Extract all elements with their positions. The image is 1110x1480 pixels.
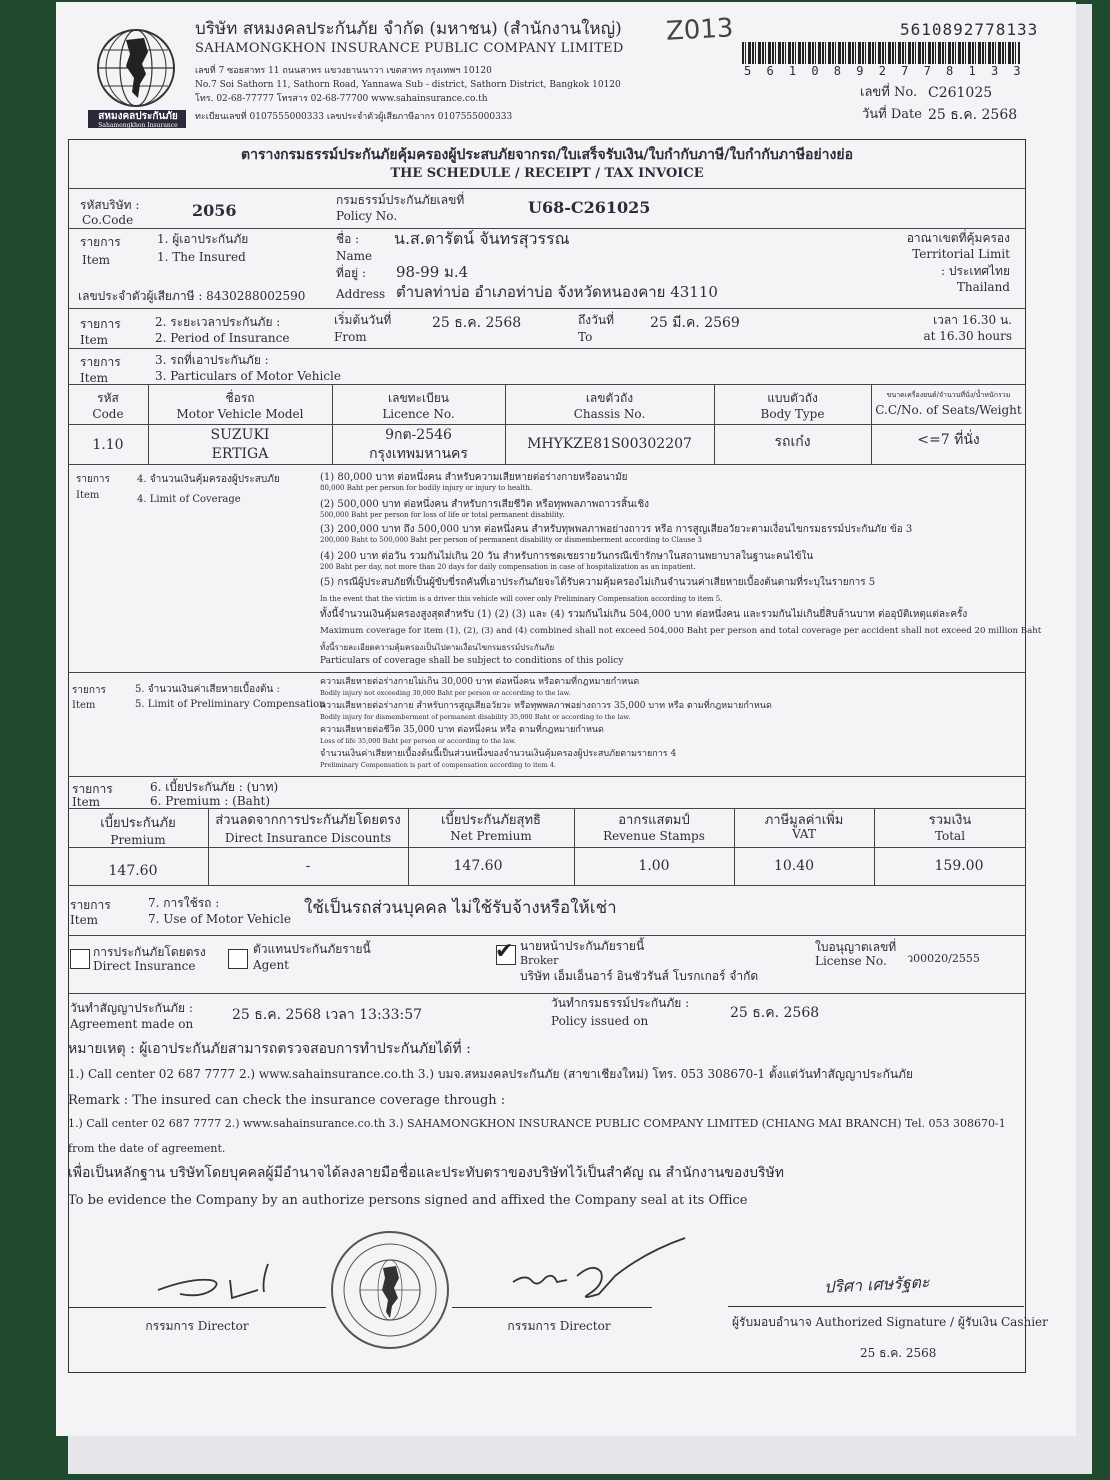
vehicle-code: 1.10 xyxy=(92,437,124,453)
premium-col-premium-th: เบี้ยประกันภัย xyxy=(100,816,176,831)
barcode-digits: 5 6 1 0 8 9 2 7 7 8 1 3 3 xyxy=(744,64,1025,78)
address-th: เลขที่ 7 ซอยสาทร 11 ถนนสาทร แขวงยานนาวา เขตสาทร กรุงเทพฯ 10120 xyxy=(195,66,492,76)
coverage-5-th: (5) กรณีผู้ประสบภัยที่เป็นผู้ขับขี่รถคันที่เอาประกันภัยจะได้รับความคุ้มครองไม่เกินจำนวนค่าเสียหายเบื้องต้นตามที่ระบุในรายการ 5 xyxy=(320,577,876,588)
handwritten-year: Z013 xyxy=(665,13,735,47)
coverage-3-en: 200,000 Baht to 500,000 Baht per person of permanent disability or dismemberment according to Clause 3 xyxy=(320,536,702,544)
remark-title-en: Remark : The insured can check the insurance coverage through : xyxy=(68,1093,506,1108)
coverage-4-th: (4) 200 บาท ต่อวัน รวมกันไม่เกิน 20 วัน สำหรับการชดเชยรายวันกรณีเข้ารักษาในสถานพยาบาลในฐานะคนไข้ใน xyxy=(320,551,814,562)
prelim-4-en: Preliminary Compensation is part of compensation according to item 4. xyxy=(320,761,557,769)
director2-label: กรรมการ Director xyxy=(507,1319,611,1333)
prelim-3-en: Loss of life 35,000 Baht per person or according to the law. xyxy=(320,737,516,745)
territory-label-th: อาณาเขตที่คุ้มครอง xyxy=(906,231,1010,245)
discount-value: - xyxy=(305,858,311,874)
insured-address-line1: 98-99 ม.4 xyxy=(396,263,469,281)
territory-label-en: Territorial Limit xyxy=(912,247,1010,261)
issued-label-en: Policy issued on xyxy=(551,1014,649,1028)
broker-checkmark-icon: ✔ xyxy=(495,939,514,964)
coverage-max-en: Maximum coverage for item (1), (2), (3) and (4) combined shall not exceed 504,000 Baht per person and total coverage per accident shall not exceed 20 million Baht xyxy=(320,626,1042,636)
to-label-th: ถึงวันที่ xyxy=(578,313,614,327)
from-label-th: เริ่มต้นวันที่ xyxy=(334,313,392,327)
evidence-en: To be evidence the Company by an authorize persons signed and affixed the Company seal at its Office xyxy=(68,1193,748,1208)
item7-label-en: Item xyxy=(70,913,99,927)
coverage-2-en: 500,000 Baht per person for loss of life or total permanent disability. xyxy=(320,511,565,519)
vehicle-body-type: รถเก๋ง xyxy=(774,434,811,450)
territory-value-th: : ประเทศไทย xyxy=(941,264,1010,278)
name-label-en: Name xyxy=(336,249,373,263)
item7-label-th: รายการ xyxy=(70,898,111,912)
vehicle-col-licence-th: เลขทะเบียน xyxy=(388,391,449,405)
barcode-number: 5610892778133 xyxy=(900,20,1039,39)
license-label-th: ใบอนุญาตเลขที่ xyxy=(815,940,897,954)
address-label-th: ที่อยู่ : xyxy=(336,266,367,280)
item1-label-th: รายการ xyxy=(80,235,121,249)
authorized-signature-label: ผู้รับมอบอำนาจ Authorized Signature / ผู้รับเงิน Cashier xyxy=(732,1315,1048,1329)
remark-line-en: 1.) Call center 02 687 7777 2.) www.sahainsurance.co.th 3.) SAHAMONGKHON INSURANCE PUBLIC COMPANY LIMITED (CHIANG MAI BRANCH) Tel. 053 308670-1 xyxy=(68,1117,1006,1130)
premium-label-en: 6. Premium : (Baht) xyxy=(150,794,271,808)
vehicle-make: SUZUKI xyxy=(210,427,270,443)
doc-no-label: เลขที่ No. xyxy=(860,85,918,100)
prelim-label-en: 5. Limit of Preliminary Compensation xyxy=(135,699,326,710)
barcode-icon xyxy=(742,42,1020,64)
remark-line-th: 1.) Call center 02 687 7777 2.) www.sahainsurance.co.th 3.) บมจ.สหมงคลประกันภัย (สาขาเชียงใหม่) โทร. 053 308670-1 ตั้งแต่วันทำสัญญาประกันภัย xyxy=(68,1067,914,1081)
insured-tax-id: เลขประจำตัวผู้เสียภาษี : 8430288002590 xyxy=(78,289,306,303)
coverage-4-en: 200 Baht per day, not more than 20 days for daily compensation in case of hospitalization as an inpatient. xyxy=(320,563,696,571)
premium-col-stamps-th: อากรแสตมป์ xyxy=(618,813,690,828)
company-seal-icon xyxy=(328,1228,452,1352)
logo-text-en: Sahamongkhon Insurance xyxy=(98,122,178,129)
coverage-particulars-en: Particulars of coverage shall be subject to conditions of this policy xyxy=(320,656,624,666)
co-code-label-th: รหัสบริษัท : xyxy=(80,198,140,212)
vehicle-label-th: 3. รถที่เอาประกันภัย : xyxy=(155,353,269,367)
coverage-1-en: 80,000 Baht per person for bodily injury or injury to health. xyxy=(320,484,533,492)
vehicle-licence-province: กรุงเทพมหานคร xyxy=(369,446,468,462)
vehicle-col-body-en: Body Type xyxy=(760,407,825,421)
broker-label-en: Broker xyxy=(520,954,559,967)
net-premium-value: 147.60 xyxy=(453,858,503,874)
cashier-date: 25 ธ.ค. 2568 xyxy=(860,1346,937,1360)
vehicle-col-chassis-th: เลขตัวถัง xyxy=(585,391,634,405)
schedule-title-th: ตารางกรมธรรม์ประกันภัยคุ้มครองผู้ประสบภัยจากรถ/ใบเสร็จรับเงิน/ใบกำกับภาษี/ใบกำกับภาษีอย่างย่อ xyxy=(241,147,853,163)
logo-text-th: สหมงคลประกันภัย xyxy=(98,111,178,122)
name-label-th: ชื่อ : xyxy=(336,232,360,246)
territory-value-en: Thailand xyxy=(956,280,1010,294)
vehicle-col-cc-en: C.C/No. of Seats/Weight xyxy=(875,403,1022,417)
vehicle-col-body-th: แบบตัวถัง xyxy=(767,391,818,405)
agent-label-en: Agent xyxy=(253,958,289,972)
premium-col-total-en: Total xyxy=(934,829,966,843)
coverage-label-th: 4. จำนวนเงินคุ้มครองผู้ประสบภัย xyxy=(137,474,280,485)
premium-col-premium-en: Premium xyxy=(110,833,166,847)
item3-label-en: Item xyxy=(80,371,109,385)
vehicle-chassis-no: MHYKZE81S00302207 xyxy=(527,436,692,452)
to-label-en: To xyxy=(578,330,593,344)
premium-col-discount-th: ส่วนลดจากการประกันภัยโดยตรง xyxy=(215,813,401,828)
director2-signature-icon xyxy=(505,1232,705,1322)
total-value: 159.00 xyxy=(934,858,984,874)
doc-no-value: C261025 xyxy=(928,85,993,101)
item6-label-en: Item xyxy=(72,795,101,809)
prelim-label-th: 5. จำนวนเงินค่าเสียหายเบื้องต้น : xyxy=(135,684,280,695)
period-from-value: 25 ธ.ค. 2568 xyxy=(432,315,522,331)
item5-label-en: Item xyxy=(72,700,96,711)
period-label-th: 2. ระยะเวลาประกันภัย : xyxy=(155,315,281,329)
vehicle-licence-no: 9กต-2546 xyxy=(385,427,452,443)
vehicle-use-value: ใช้เป็นรถส่วนบุคคล ไม่ใช้รับจ้างหรือให้เช่า xyxy=(304,898,617,918)
direct-insurance-label-en: Direct Insurance xyxy=(93,959,196,973)
vehicle-col-code-th: รหัส xyxy=(97,391,119,405)
period-to-value: 25 มี.ค. 2569 xyxy=(650,315,740,331)
prelim-3-th: ความเสียหายต่อชีวิต 35,000 บาท ต่อหนึ่งคน หรือ ตามที่กฎหมายกำหนด xyxy=(320,725,604,735)
direct-insurance-label-th: การประกันภัยโดยตรง xyxy=(93,945,206,959)
premium-col-net-en: Net Premium xyxy=(450,829,532,843)
agreement-label-th: วันทำสัญญาประกันภัย : xyxy=(70,1001,193,1015)
premium-col-vat-en: VAT xyxy=(792,827,816,841)
agreement-label-en: Agreement made on xyxy=(70,1017,194,1031)
company-name-en: SAHAMONGKHON INSURANCE PUBLIC COMPANY LIMITED xyxy=(195,41,624,56)
premium-value: 147.60 xyxy=(108,863,158,879)
remark-title-th: หมายเหตุ : ผู้เอาประกันภัยสามารถตรวจสอบการทำประกันภัยได้ที่ : xyxy=(68,1041,471,1057)
prelim-1-en: Bodily injury not exceeding 30,000 Baht per person or according to the law. xyxy=(320,689,571,697)
policy-no-label-en: Policy No. xyxy=(336,209,398,223)
co-code-label-en: Co.Code xyxy=(82,213,134,227)
from-label-en: From xyxy=(334,330,367,344)
schedule-title-en: THE SCHEDULE / RECEIPT / TAX INVOICE xyxy=(390,166,704,181)
premium-label-th: 6. เบี้ยประกันภัย : (บาท) xyxy=(150,780,279,794)
premium-col-stamps-en: Revenue Stamps xyxy=(603,829,705,843)
agreement-datetime: 25 ธ.ค. 2568 เวลา 13:33:57 xyxy=(232,1007,423,1023)
premium-col-total-th: รวมเงิน xyxy=(928,813,972,828)
vehicle-col-model-en: Motor Vehicle Model xyxy=(176,407,304,421)
policy-no-label-th: กรมธรรม์ประกันภัยเลขที่ xyxy=(336,193,465,207)
vehicle-label-en: 3. Particulars of Motor Vehicle xyxy=(155,369,341,383)
item4-label-en: Item xyxy=(76,490,100,501)
use-label-en: 7. Use of Motor Vehicle xyxy=(148,912,291,926)
insured-label-en: 1. The Insured xyxy=(157,250,246,264)
issued-date: 25 ธ.ค. 2568 xyxy=(730,1005,820,1021)
issued-label-th: วันทำกรมธรรม์ประกันภัย : xyxy=(551,996,690,1010)
item4-label-th: รายการ xyxy=(76,474,110,485)
item2-label-th: รายการ xyxy=(80,317,121,331)
company-name-th: บริษัท สหมงคลประกันภัย จำกัด (มหาชน) (สำนักงานใหญ่) xyxy=(195,19,622,39)
coverage-max-th: ทั้งนี้จำนวนเงินคุ้มครองสูงสุดสำหรับ (1) (2) (3) และ (4) รวมกันไม่เกิน 504,000 บาท ต่อหนึ่งคน และรวมกันไม่เกินยี่สิบล้านบาท ต่ออุบัติเหตุแต่ละครั้ง xyxy=(320,609,968,620)
vat-value: 10.40 xyxy=(773,858,815,874)
premium-col-discount-en: Direct Insurance Discounts xyxy=(224,831,392,845)
item1-label-en: Item xyxy=(82,253,111,267)
license-label-en: License No. xyxy=(815,954,887,968)
vehicle-model: ERTIGA xyxy=(211,446,269,462)
address-label-en: Address xyxy=(336,287,386,301)
policy-no-value: U68-C261025 xyxy=(528,198,651,217)
agent-label-th: ตัวแทนประกันภัยรายนี้ xyxy=(253,942,371,956)
coverage-label-en: 4. Limit of Coverage xyxy=(137,494,241,505)
co-code-value: 2056 xyxy=(192,201,237,220)
prelim-4-th: จำนวนเงินค่าเสียหายเบื้องต้นนี้เป็นส่วนหนึ่งของจำนวนเงินคุ้มครองผู้ประสบภัยตามรายการ 4 xyxy=(320,749,677,759)
premium-col-vat-th: ภาษีมูลค่าเพิ่ม xyxy=(764,813,844,828)
coverage-particulars-th: ทั้งนี้รายละเอียดความคุ้มครองเป็นไปตามเงื่อนไขกรมธรรม์ประกันภัย xyxy=(320,643,555,652)
period-time-en: at 16.30 hours xyxy=(923,329,1012,343)
phone-fax: โทร. 02-68-77777 โทรสาร 02-68-77700 www.sahainsurance.co.th xyxy=(195,94,488,104)
insured-name: น.ส.ดารัตน์ จันทรสุวรรณ xyxy=(394,229,570,248)
vehicle-seats: <=7 ที่นั่ง xyxy=(917,432,980,448)
vehicle-col-licence-en: Licence No. xyxy=(382,407,455,421)
item3-label-th: รายการ xyxy=(80,355,121,369)
coverage-1-th: (1) 80,000 บาท ต่อหนึ่งคน สำหรับความเสียหายต่อร่างกายหรืออนามัย xyxy=(320,472,628,483)
broker-label-th: นายหน้าประกันภัยรายนี้ xyxy=(520,939,645,953)
item6-label-th: รายการ xyxy=(72,782,113,796)
period-time-th: เวลา 16.30 น. xyxy=(933,313,1012,327)
direct-insurance-checkbox[interactable] xyxy=(70,949,90,969)
premium-col-net-th: เบี้ยประกันภัยสุทธิ xyxy=(441,813,541,828)
remark-line-en-2: from the date of agreement. xyxy=(68,1142,226,1155)
item2-label-en: Item xyxy=(80,333,109,347)
director1-signature-icon xyxy=(150,1250,300,1310)
evidence-th: เพื่อเป็นหลักฐาน บริษัทโดยบุคคลผู้มีอำนาจได้ลงลายมือชื่อและประทับตราของบริษัทไว้เป็นสำคัญ ณ สำนักงานของบริษัท xyxy=(68,1165,784,1181)
use-label-th: 7. การใช้รถ : xyxy=(148,896,220,910)
coverage-2-th: (2) 500,000 บาท ต่อหนึ่งคน สำหรับการเสียชีวิต หรือทุพพลภาพถาวรสิ้นเชิง xyxy=(320,499,650,510)
vehicle-col-code-en: Code xyxy=(92,407,124,421)
license-value: ว00020/2555 xyxy=(907,952,980,965)
prelim-2-th: ความเสียหายต่อร่างกาย สำหรับการสูญเสียอวัยวะ หรือทุพพลภาพอย่างถาวร 35,000 บาท หรือ ตามที่กฎหมายกำหนด xyxy=(320,701,772,711)
stamps-value: 1.00 xyxy=(638,858,670,874)
coverage-5-en: In the event that the victim is a driver this vehicle will cover only Preliminary Compensation according to item 5. xyxy=(320,595,723,603)
vehicle-col-chassis-en: Chassis No. xyxy=(573,407,646,421)
insured-label-th: 1. ผู้เอาประกันภัย xyxy=(157,232,249,246)
broker-name: บริษัท เอ็มเอ็นอาร์ อินชัวรันส์ โบรกเกอร์ จำกัด xyxy=(520,969,759,983)
agent-checkbox[interactable] xyxy=(228,949,248,969)
period-label-en: 2. Period of Insurance xyxy=(155,331,290,345)
doc-date-value: 25 ธ.ค. 2568 xyxy=(928,107,1018,123)
vehicle-col-cc-th: ขนาดเครื่องยนต์/จำนวนที่นั่ง/น้ำหนักรวม xyxy=(886,391,1011,399)
doc-date-label: วันที่ Date xyxy=(862,107,922,122)
prelim-2-en: Bodily injury for dismemberment of permanent disability 35,000 Baht or according to the law. xyxy=(320,713,631,721)
cashier-signature: ปริศา เศษรัฐตะ xyxy=(823,1272,930,1297)
item5-label-th: รายการ xyxy=(72,685,106,696)
insured-address-line2: ตำบลท่าบ่อ อำเภอท่าบ่อ จังหวัดหนองคาย 43110 xyxy=(396,283,718,301)
prelim-1-th: ความเสียหายต่อร่างกายไม่เกิน 30,000 บาท ต่อหนึ่งคน หรือตามที่กฎหมายกำหนด xyxy=(320,677,640,687)
vehicle-col-model-th: ชื่อรถ xyxy=(225,391,255,405)
director1-label: กรรมการ Director xyxy=(145,1319,249,1333)
tax-registration: ทะเบียนเลขที่ 0107555000333 เลขประจำตัวผู้เสียภาษีอากร 0107555000333 xyxy=(195,112,513,122)
coverage-3-th: (3) 200,000 บาท ถึง 500,000 บาท ต่อหนึ่งคน สำหรับทุพพลภาพอย่างถาวร หรือ การสูญเสียอวัยวะตามเงื่อนไขกรมธรรม์ประกันภัย ข้อ 3 xyxy=(320,524,913,535)
address-en: No.7 Soi Sathorn 11, Sathorn Road, Yannawa Sub - district, Sathorn District, Bangkok 10120 xyxy=(195,80,621,90)
